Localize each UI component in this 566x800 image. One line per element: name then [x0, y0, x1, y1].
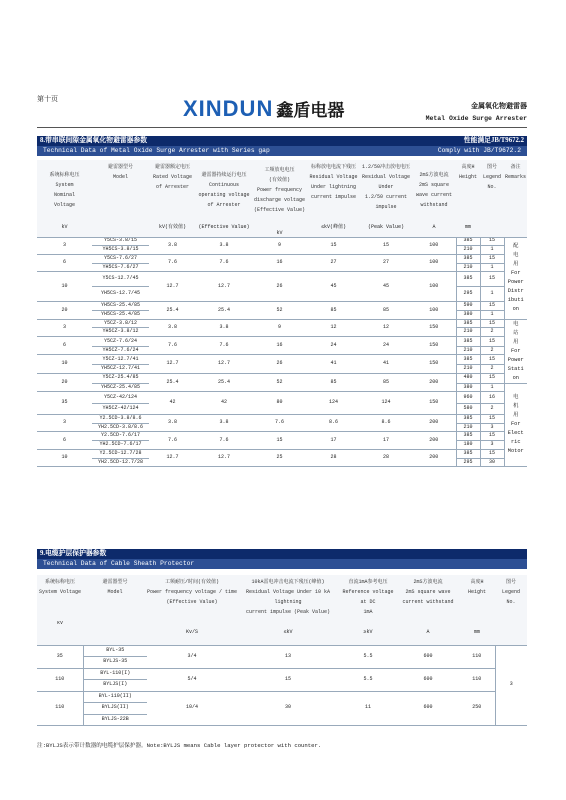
cs-col-model: 避雷器型号 Model — [102, 579, 128, 595]
height-cell: 380 — [456, 383, 480, 392]
table-row — [37, 392, 527, 403]
logo-text-en: XINDUN — [183, 96, 274, 121]
rated-voltage-cell: 3.8 — [149, 237, 196, 254]
height-cell: 385 — [456, 355, 480, 365]
remarks-cell: 配 电 用 For Power Distr ibuti on — [504, 237, 527, 319]
legend-cell: 2 — [480, 365, 504, 374]
impulse-voltage-cell: 41 — [360, 355, 412, 373]
continuous-voltage-cell: 7.6 — [196, 254, 252, 271]
rated-voltage-cell: 7.6 — [149, 337, 196, 355]
height-cell: 480 — [456, 373, 480, 383]
col-legend: 图号 Legend No. — [482, 164, 501, 190]
model-cell: YH5CS-25.4/85 — [92, 310, 149, 319]
section-9-title-cn: 9.电缆护层保护器参数 — [40, 550, 107, 557]
model-cell: Y5CS-7.6/27 — [92, 254, 149, 263]
impulse-voltage-cell: 85 — [360, 302, 412, 319]
height-cell: 385 — [456, 337, 480, 347]
height-cell: 385 — [456, 432, 480, 441]
col-system-voltage: 系统标称电压 System Nominal Voltage — [49, 172, 80, 208]
residual-voltage-cell: 41 — [307, 355, 360, 373]
header-divider — [37, 127, 527, 128]
col-square-wave: 2mS方波电流 2mS square wave current withstand — [415, 172, 452, 208]
square-wave-cell: 200 — [412, 449, 456, 466]
continuous-voltage-cell: 25.4 — [196, 302, 252, 319]
col-rated-voltage: 避雷器额定电压 Rated Voltage of Arrester — [152, 164, 192, 190]
system-voltage-cell: 10 — [37, 449, 92, 466]
cs-col-legend: 图号 Legend No. — [501, 579, 520, 605]
residual-voltage-cell: 24 — [307, 337, 360, 355]
impulse-voltage-cell: 124 — [360, 392, 412, 415]
section-9-title-en: Technical Data of Cable Sheath Protector — [43, 560, 195, 567]
table-row — [37, 237, 527, 246]
ref-voltage-cell: 5.5 — [339, 668, 397, 691]
legend-cell: 15 — [480, 373, 504, 383]
pf-voltage-cell: 10/4 — [147, 691, 237, 726]
legend-cell: 3 — [480, 423, 504, 432]
pf-discharge-cell: 7.6 — [252, 415, 307, 432]
square-wave-cell: 150 — [412, 392, 456, 415]
table-row — [37, 355, 527, 365]
square-wave-cell: 600 — [397, 668, 459, 691]
residual-voltage-cell: 17 — [307, 432, 360, 449]
legend-cell: 2 — [480, 328, 504, 337]
section-8-title-cn: 8.带串联间隙金属氧化物避雷器参数 — [40, 137, 148, 144]
unit-residual: ≤kV(峰值) — [307, 220, 360, 237]
model-cell: YH5CS-25.4/85 — [92, 302, 149, 311]
pf-discharge-cell: 15 — [252, 432, 307, 449]
model-cell: BYL-110(II) — [83, 691, 147, 703]
cs-unit-kv: kV — [37, 621, 83, 645]
cs-unit-square: A — [397, 621, 459, 645]
system-voltage-cell: 6 — [37, 254, 92, 271]
pf-discharge-cell: 9 — [252, 319, 307, 336]
system-voltage-cell: 20 — [37, 302, 92, 319]
height-cell: 110 — [459, 668, 495, 691]
pf-voltage-cell: 3/4 — [147, 645, 237, 668]
rated-voltage-cell: 12.7 — [149, 355, 196, 373]
square-wave-cell: 150 — [412, 337, 456, 355]
residual-voltage-cell: 27 — [307, 254, 360, 271]
col-power-freq-discharge: 工频放电电压 (有效值) Power frequency discharge voltage (Effective Value) — [253, 167, 305, 213]
section-8-standard-cn: 性能满足JB/T9672.2 — [463, 137, 524, 144]
height-cell: 385 — [456, 237, 480, 246]
system-voltage-cell: 6 — [37, 432, 92, 449]
cs-col-system-voltage: 系统标称电压 System Voltage — [38, 579, 81, 595]
square-wave-cell: 100 — [412, 302, 456, 319]
square-wave-cell: 150 — [412, 319, 456, 336]
unit-kv: kV — [37, 220, 92, 237]
square-wave-cell: 200 — [412, 373, 456, 391]
section-9 — [37, 549, 527, 726]
unit-pf: kV — [252, 220, 307, 237]
model-cell: YH5CS-7.6/27 — [92, 263, 149, 272]
section-9-subtitle-bar — [37, 559, 527, 569]
cs-col-residual: 10kA雷电冲击电流下残压(峰值) Residual Voltage Under 10 kA lightning current impulse (Peak Value) — [245, 579, 330, 615]
product-title-cn: 金属氧化物避雷器 — [471, 102, 527, 110]
cs-unit-residual: ≤kV — [237, 621, 339, 645]
rated-voltage-cell: 3.8 — [149, 319, 196, 336]
residual-voltage-cell: 8.6 — [307, 415, 360, 432]
pf-discharge-cell: 25 — [252, 449, 307, 466]
table-row — [37, 373, 527, 383]
col-residual-voltage: 标称放电电流下残压 Residual Voltage Under lightning current impulse — [309, 164, 358, 200]
table-row — [37, 272, 527, 287]
model-cell: Y2.5CD-12.7/28 — [92, 449, 149, 458]
height-cell: 385 — [456, 449, 480, 458]
page-number: 第十页 — [37, 95, 58, 103]
remarks-cell: 电 机 用 For Elect ric Motor — [504, 383, 527, 467]
continuous-voltage-cell: 25.4 — [196, 373, 252, 391]
system-voltage-cell: 35 — [37, 392, 92, 415]
section-8-title-bar — [37, 136, 527, 146]
model-cell: Y5CZ-42/124 — [92, 392, 149, 403]
model-cell: Y5CZ-25.4/85 — [92, 373, 149, 383]
impulse-voltage-cell: 15 — [360, 237, 412, 254]
impulse-voltage-cell: 8.6 — [360, 415, 412, 432]
col-remarks: 备注 Remarks — [504, 164, 526, 180]
system-voltage-cell: 6 — [37, 337, 92, 355]
rated-voltage-cell: 25.4 — [149, 373, 196, 391]
height-cell: 960 — [456, 392, 480, 403]
residual-voltage-cell: 85 — [307, 373, 360, 391]
unit-continuous: (Effective Value) — [196, 220, 252, 237]
height-cell: 385 — [456, 415, 480, 424]
cs-col-ref-voltage: 直流1mA参考电压 Reference voltage at DC 1mA — [342, 579, 394, 615]
legend-cell: 3 — [495, 645, 527, 726]
pf-discharge-cell: 80 — [252, 392, 307, 415]
model-cell: Y2.5CD-3.8/8.6 — [92, 415, 149, 424]
square-wave-cell: 200 — [412, 415, 456, 432]
square-wave-cell: 600 — [397, 645, 459, 668]
square-wave-cell: 100 — [412, 254, 456, 271]
legend-cell: 15 — [480, 337, 504, 347]
model-cell: Y2.5CD-7.6/17 — [92, 432, 149, 441]
pf-discharge-cell: 9 — [252, 237, 307, 254]
square-wave-cell: 600 — [397, 691, 459, 726]
section-8-subtitle-bar — [37, 146, 527, 156]
section-9-title-bar — [37, 549, 527, 559]
system-voltage-cell: 110 — [37, 668, 83, 691]
table-row — [37, 254, 527, 263]
legend-cell: 15 — [480, 254, 504, 263]
continuous-voltage-cell: 12.7 — [196, 272, 252, 302]
model-cell: Y5CZ-3.8/12 — [92, 319, 149, 328]
rated-voltage-cell: 12.7 — [149, 449, 196, 466]
continuous-voltage-cell: 3.8 — [196, 319, 252, 336]
impulse-voltage-cell: 12 — [360, 319, 412, 336]
remarks-cell: 电 站 用 For Power Stati on — [504, 319, 527, 383]
model-cell: BYL-35 — [83, 645, 147, 657]
system-voltage-cell: 35 — [37, 645, 83, 668]
height-cell: 180 — [456, 441, 480, 450]
unit-height: mm — [456, 220, 480, 237]
product-title-en: Metal Oxide Surge Arrester — [425, 115, 527, 122]
residual-voltage-cell: 15 — [307, 237, 360, 254]
cs-col-height: 高度H Height — [467, 579, 486, 595]
model-cell: BYLJS-35 — [83, 657, 147, 669]
model-cell: YH5CZ-7.6/24 — [92, 346, 149, 355]
continuous-voltage-cell: 12.7 — [196, 449, 252, 466]
logo-text-cn: 鑫盾电器 — [276, 101, 345, 121]
unit-impulse: (Peak Value) — [360, 220, 412, 237]
cs-unit-pf: Kv/S — [147, 621, 237, 645]
legend-cell: 15 — [480, 432, 504, 441]
pf-discharge-cell: 16 — [252, 254, 307, 271]
residual-voltage-cell: 12 — [307, 319, 360, 336]
model-cell: YH5CZ-25.4/85 — [92, 383, 149, 392]
system-voltage-cell: 3 — [37, 237, 92, 254]
height-cell: 580 — [456, 403, 480, 414]
height-cell: 590 — [456, 302, 480, 311]
legend-cell: 15 — [480, 355, 504, 365]
table-row — [37, 449, 527, 458]
model-cell: Y5CS-12.7/45 — [92, 272, 149, 287]
system-voltage-cell: 3 — [37, 415, 92, 432]
ref-voltage-cell: 5.5 — [339, 645, 397, 668]
model-cell: YH2.5CD-3.8/8.6 — [92, 423, 149, 432]
table-row — [37, 319, 527, 328]
legend-cell: 1 — [480, 246, 504, 255]
cs-col-pf-voltage: 工频耐压/时间(有效值) Power frequency voltage / time (Effective Value) — [147, 579, 237, 605]
col-continuous-voltage: 避雷器持续运行电压 Continuous operating voltage of Arrester — [198, 172, 250, 208]
model-cell: YH5CZ-3.8/12 — [92, 328, 149, 337]
cs-unit-height: mm — [459, 621, 495, 645]
system-voltage-cell: 10 — [37, 272, 92, 302]
impulse-voltage-cell: 85 — [360, 373, 412, 391]
model-cell: Y5CZ-12.7/41 — [92, 355, 149, 365]
table-row — [37, 668, 527, 680]
continuous-voltage-cell: 7.6 — [196, 337, 252, 355]
residual-voltage-cell: 85 — [307, 302, 360, 319]
legend-cell: 30 — [480, 458, 504, 467]
impulse-voltage-cell: 27 — [360, 254, 412, 271]
height-cell: 385 — [456, 319, 480, 328]
model-cell: BYLJS(I) — [83, 680, 147, 692]
brand-logo — [183, 96, 344, 122]
height-cell: 210 — [456, 246, 480, 255]
model-cell: YH2.5CD-7.6/17 — [92, 441, 149, 450]
legend-cell: 2 — [480, 346, 504, 355]
pf-discharge-cell: 16 — [252, 337, 307, 355]
impulse-voltage-cell: 45 — [360, 272, 412, 302]
pf-discharge-cell: 26 — [252, 272, 307, 302]
col-height: 高度H Height — [458, 164, 477, 180]
impulse-voltage-cell: 17 — [360, 432, 412, 449]
model-cell: YH2.5CD-12.7/28 — [92, 458, 149, 467]
impulse-voltage-cell: 28 — [360, 449, 412, 466]
height-cell: 210 — [456, 328, 480, 337]
pf-voltage-cell: 5/4 — [147, 668, 237, 691]
height-cell: 250 — [459, 691, 495, 726]
table-row — [37, 432, 527, 441]
legend-cell: 16 — [480, 392, 504, 403]
height-cell: 210 — [456, 423, 480, 432]
section-8-title-en: Technical Data of Metal Oxide Surge Arrester with Series gap — [43, 147, 270, 154]
continuous-voltage-cell: 12.7 — [196, 355, 252, 373]
height-cell: 210 — [456, 365, 480, 374]
model-cell: Y5CZ-7.6/24 — [92, 337, 149, 347]
legend-cell: 15 — [480, 237, 504, 246]
continuous-voltage-cell: 3.8 — [196, 415, 252, 432]
residual-voltage-cell: 45 — [307, 272, 360, 302]
model-cell: BYL-110(I) — [83, 668, 147, 680]
table-row — [37, 645, 527, 657]
impulse-voltage-cell: 24 — [360, 337, 412, 355]
system-voltage-cell: 3 — [37, 319, 92, 336]
height-cell: 210 — [456, 263, 480, 272]
system-voltage-cell: 110 — [37, 691, 83, 726]
pf-discharge-cell: 52 — [252, 302, 307, 319]
square-wave-cell: 150 — [412, 355, 456, 373]
height-cell: 210 — [456, 346, 480, 355]
table-row — [37, 337, 527, 347]
model-cell: YH5CS-12.7/45 — [92, 287, 149, 302]
footnote: 注:BYLJS表示带计数器的电缆护层保护器。Note:BYLJS means Cable layer protector with counter. — [37, 742, 322, 749]
cs-unit-ref: ≥kV — [339, 621, 397, 645]
height-cell: 385 — [456, 254, 480, 263]
legend-cell: 1 — [480, 310, 504, 319]
residual-voltage-cell: 30 — [237, 691, 339, 726]
legend-cell: 2 — [480, 403, 504, 414]
height-cell: 380 — [456, 310, 480, 319]
residual-voltage-cell: 124 — [307, 392, 360, 415]
section-8-standard-en: Comply with JB/T9672.2 — [437, 147, 521, 154]
legend-cell: 15 — [480, 319, 504, 328]
cs-col-square-wave: 2mS方波电流 2mS square wave current withstand — [402, 579, 454, 605]
model-cell: Y5CS-3.8/15 — [92, 237, 149, 246]
ref-voltage-cell: 11 — [339, 691, 397, 726]
height-cell: 295 — [456, 287, 480, 302]
legend-cell: 15 — [480, 272, 504, 287]
col-model: 避雷器型号 Model — [107, 164, 133, 180]
cable-protector-table — [37, 575, 527, 726]
legend-cell: 1 — [480, 287, 504, 302]
residual-voltage-cell: 28 — [307, 449, 360, 466]
height-cell: 295 — [456, 458, 480, 467]
height-cell: 110 — [459, 645, 495, 668]
system-voltage-cell: 10 — [37, 355, 92, 373]
unit-rated: kV(有效值) — [149, 220, 196, 237]
table-row — [37, 691, 527, 703]
legend-cell: 15 — [480, 449, 504, 458]
square-wave-cell: 100 — [412, 272, 456, 302]
table-row — [37, 415, 527, 424]
table-row — [37, 302, 527, 311]
model-cell: BYLJS(II) — [83, 703, 147, 715]
model-cell: YH5CZ-12.7/41 — [92, 365, 149, 374]
legend-cell: 15 — [480, 415, 504, 424]
legend-cell: 1 — [480, 383, 504, 392]
legend-cell: 15 — [480, 302, 504, 311]
rated-voltage-cell: 3.8 — [149, 415, 196, 432]
rated-voltage-cell: 7.6 — [149, 432, 196, 449]
residual-voltage-cell: 15 — [237, 668, 339, 691]
pf-discharge-cell: 52 — [252, 373, 307, 391]
legend-cell: 1 — [480, 263, 504, 272]
rated-voltage-cell: 12.7 — [149, 272, 196, 302]
height-cell: 385 — [456, 272, 480, 287]
arrester-table — [37, 160, 527, 467]
square-wave-cell: 200 — [412, 432, 456, 449]
section-8 — [37, 136, 527, 467]
model-cell: BYLJS-22B — [83, 714, 147, 726]
col-impulse-voltage: 1.2/50冲击放电电压 Residual Voltage Under 1.2/50 current impulse — [361, 164, 410, 210]
continuous-voltage-cell: 3.8 — [196, 237, 252, 254]
residual-voltage-cell: 13 — [237, 645, 339, 668]
pf-discharge-cell: 26 — [252, 355, 307, 373]
continuous-voltage-cell: 7.6 — [196, 432, 252, 449]
rated-voltage-cell: 25.4 — [149, 302, 196, 319]
model-cell: YH5CZ-42/124 — [92, 403, 149, 414]
model-cell: YH5CS-3.8/15 — [92, 246, 149, 255]
system-voltage-cell: 20 — [37, 373, 92, 391]
continuous-voltage-cell: 42 — [196, 392, 252, 415]
rated-voltage-cell: 7.6 — [149, 254, 196, 271]
square-wave-cell: 100 — [412, 237, 456, 254]
rated-voltage-cell: 42 — [149, 392, 196, 415]
legend-cell: 3 — [480, 441, 504, 450]
unit-square: A — [412, 220, 456, 237]
